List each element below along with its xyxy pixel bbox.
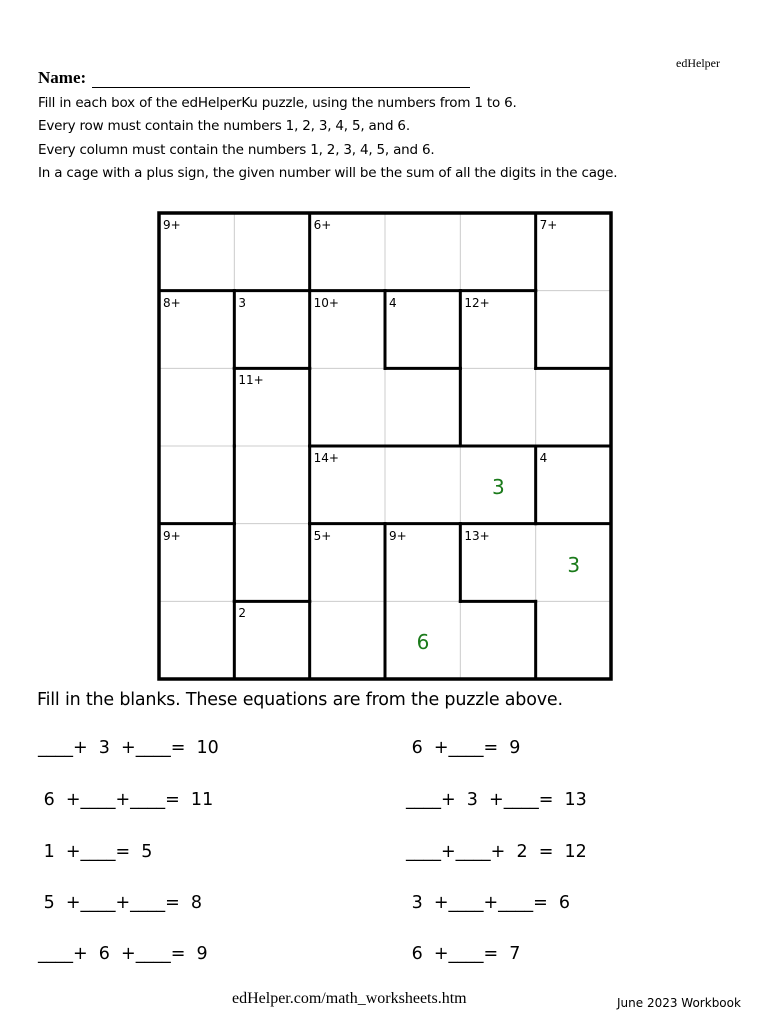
cage-clue: 4: [539, 451, 548, 465]
puzzle-cell[interactable]: [460, 368, 535, 446]
puzzle-cell[interactable]: [460, 524, 535, 602]
given-digit: 3: [492, 474, 505, 499]
cage-clue: 11+: [238, 373, 264, 388]
equation-left-3[interactable]: 1 +____= 5: [38, 842, 153, 862]
instruction-1: Fill in each box of the edHelperKu puzzle, using the numbers from 1 to 6.: [38, 95, 517, 111]
puzzle-cell[interactable]: [385, 446, 460, 524]
puzzle-cell[interactable]: [460, 446, 535, 524]
puzzle-cell[interactable]: [159, 291, 234, 369]
puzzle-cell[interactable]: [385, 524, 460, 602]
puzzle-cell[interactable]: [310, 524, 385, 602]
puzzle-cell[interactable]: [385, 601, 460, 679]
cage-clue: 8+: [163, 295, 181, 310]
cage-clue: 5+: [313, 528, 332, 543]
puzzle-cell[interactable]: [234, 368, 309, 446]
name-field[interactable]: [92, 73, 470, 88]
puzzle-cell[interactable]: [234, 601, 309, 679]
footer-workbook: June 2023 Workbook: [617, 996, 741, 1010]
puzzle-cell[interactable]: [310, 291, 385, 369]
equation-left-4[interactable]: 5 +____+____= 8: [38, 893, 203, 913]
puzzle-cell[interactable]: [536, 601, 611, 679]
equation-right-5[interactable]: 6 +____= 7: [406, 944, 521, 964]
cage-clue: 13+: [464, 528, 490, 543]
name-label: Name:: [38, 68, 87, 87]
kenken-puzzle-grid: [157, 211, 613, 686]
puzzle-cell[interactable]: [159, 446, 234, 524]
cage-clue: 9+: [163, 528, 181, 543]
puzzle-cell[interactable]: [234, 524, 309, 602]
puzzle-cell[interactable]: [234, 446, 309, 524]
cage-clue: 4: [389, 295, 397, 310]
puzzle-cell[interactable]: [536, 524, 611, 602]
name-row: [38, 68, 470, 88]
brand-label: edHelper: [676, 56, 720, 70]
puzzle-cell[interactable]: [310, 601, 385, 679]
puzzle-cell[interactable]: [159, 601, 234, 679]
cage-clue: 7+: [539, 218, 558, 232]
puzzle-cell[interactable]: [536, 213, 611, 291]
puzzle-cell[interactable]: [385, 291, 460, 369]
puzzle-cell[interactable]: [536, 291, 611, 369]
equation-left-1[interactable]: ____+ 3 +____= 10: [38, 738, 219, 758]
equation-left-2[interactable]: 6 +____+____= 11: [38, 790, 214, 810]
cage-clue: 3: [238, 295, 246, 310]
puzzle-cell[interactable]: [159, 213, 234, 291]
cage-clue: 10+: [313, 295, 339, 310]
blanks-heading: Fill in the blanks. These equations are from the puzzle above.: [37, 690, 563, 710]
given-digit: 6: [416, 630, 430, 655]
equation-right-2[interactable]: ____+ 3 +____= 13: [406, 790, 587, 810]
puzzle-cell[interactable]: [536, 446, 611, 524]
puzzle-cell[interactable]: [460, 213, 535, 291]
instruction-4: In a cage with a plus sign, the given number will be the sum of all the digits in the cage.: [38, 165, 618, 181]
puzzle-cell[interactable]: [536, 368, 611, 446]
given-digit: 3: [567, 552, 581, 577]
cage-clue: 9+: [163, 218, 181, 232]
instruction-2: Every row must contain the numbers 1, 2, 3, 4, 5, and 6.: [38, 118, 410, 134]
equation-left-5[interactable]: ____+ 6 +____= 9: [38, 944, 208, 964]
puzzle-cell[interactable]: [310, 213, 385, 291]
puzzle-cell[interactable]: [460, 291, 535, 369]
puzzle-cell[interactable]: [234, 291, 309, 369]
puzzle-cell[interactable]: [460, 601, 535, 679]
cage-clue: 9+: [389, 528, 407, 543]
puzzle-cell[interactable]: [159, 368, 234, 446]
puzzle-cell[interactable]: [310, 446, 385, 524]
cage-clue: 14+: [313, 451, 339, 465]
cage-clue: 12+: [464, 295, 490, 310]
puzzle-cell[interactable]: [234, 213, 309, 291]
puzzle-cell[interactable]: [385, 368, 460, 446]
puzzle-cell[interactable]: [385, 213, 460, 291]
equation-right-1[interactable]: 6 +____= 9: [406, 738, 521, 758]
equation-right-4[interactable]: 3 +____+____= 6: [406, 893, 571, 913]
instruction-3: Every column must contain the numbers 1, 2, 3, 4, 5, and 6.: [38, 142, 435, 158]
puzzle-cell[interactable]: [159, 524, 234, 602]
equation-right-3[interactable]: ____+____+ 2 = 12: [406, 842, 587, 862]
puzzle-cell[interactable]: [310, 368, 385, 446]
cage-clue: 6+: [313, 218, 332, 232]
footer-url: edHelper.com/math_worksheets.htm: [232, 990, 467, 1007]
cage-clue: 2: [238, 606, 246, 621]
